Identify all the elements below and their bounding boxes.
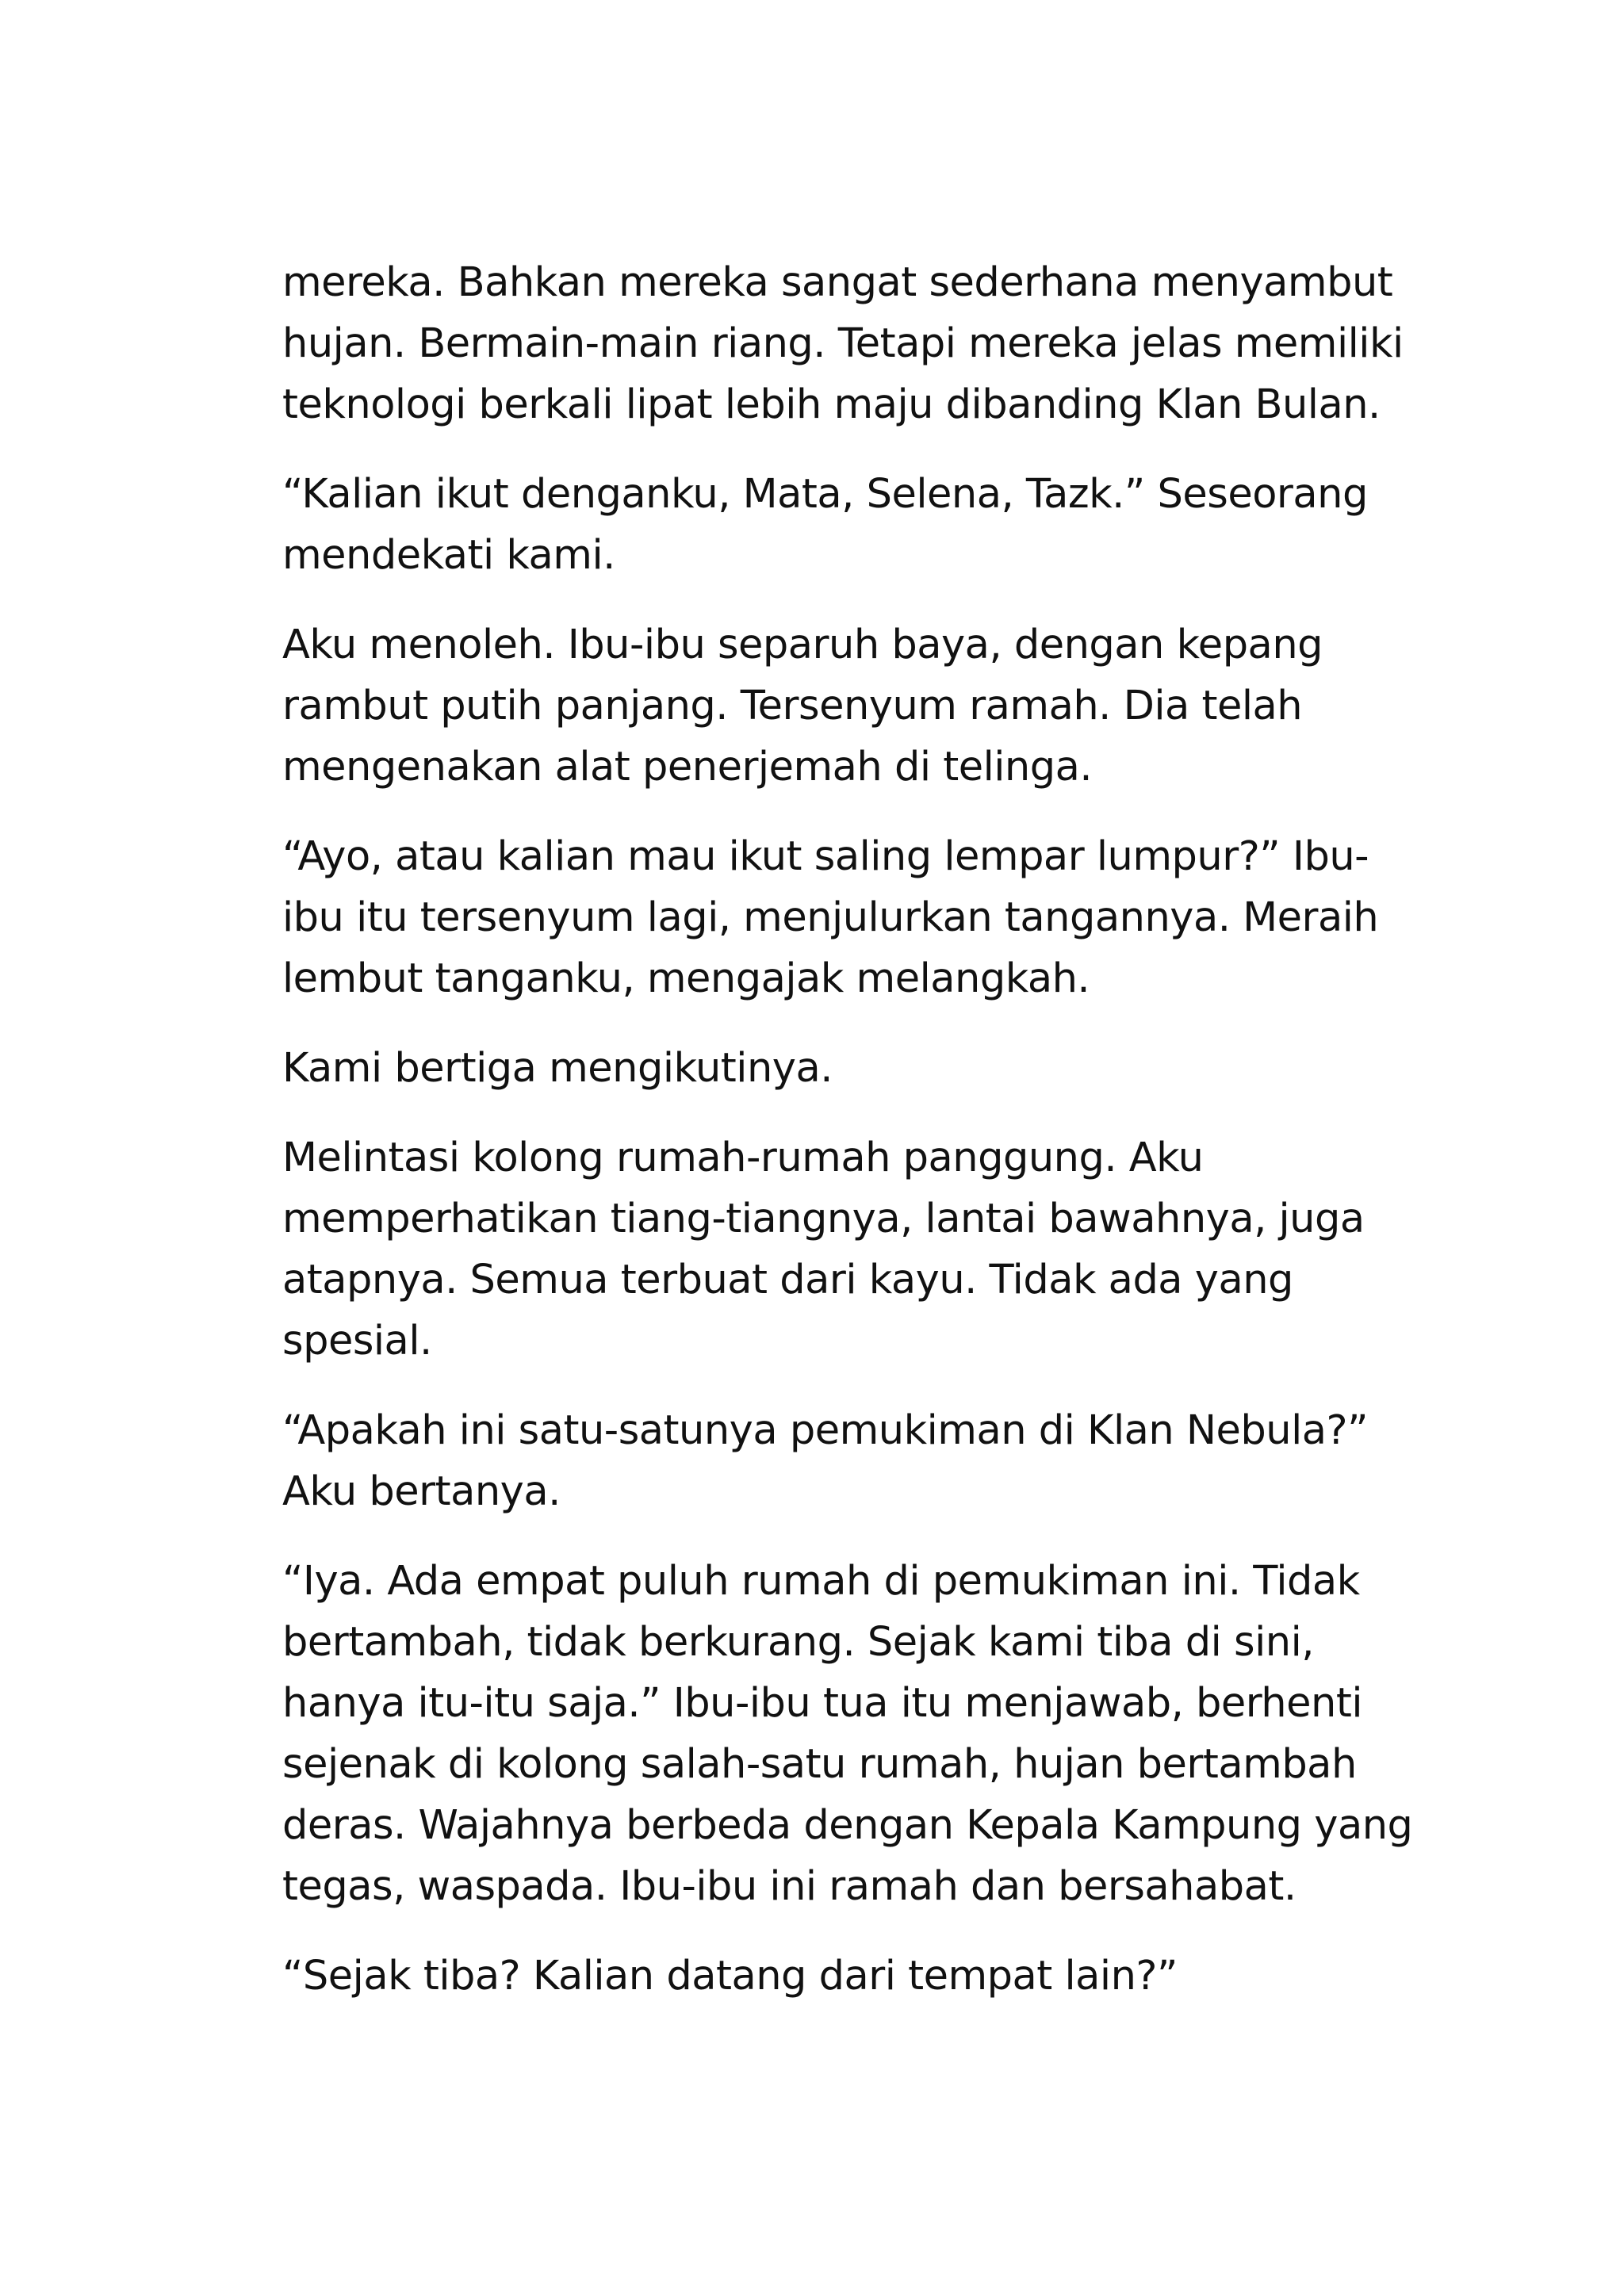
text-line: teknologi berkali lipat lebih maju dibanding Klan Bulan. bbox=[282, 381, 1381, 428]
paragraph-7 bbox=[282, 1400, 1392, 1522]
text-line: Melintasi kolong rumah-rumah panggung. Aku bbox=[282, 1135, 1204, 1181]
text-line: memperhatikan tiang-tiangnya, lantai bawahnya, juga bbox=[282, 1196, 1365, 1242]
text-line: Aku bertanya. bbox=[282, 1468, 561, 1515]
paragraph-3 bbox=[282, 614, 1392, 798]
paragraph-4 bbox=[282, 826, 1392, 1009]
paragraph-1 bbox=[282, 252, 1404, 435]
paragraph-6 bbox=[282, 1127, 1392, 1372]
text-line: deras. Wajahnya berbeda dengan Kepala Kampung yang bbox=[282, 1802, 1413, 1849]
page-text-body bbox=[282, 252, 1413, 2035]
text-line: mereka. Bahkan mereka sangat sederhana menyambut bbox=[282, 259, 1393, 306]
text-line: lembut tanganku, mengajak melangkah. bbox=[282, 955, 1090, 1002]
text-line: hanya itu-itu saja.” Ibu-ibu tua itu menjawab, berhenti bbox=[282, 1680, 1363, 1727]
text-line: mendekati kami. bbox=[282, 532, 615, 579]
text-line: mengenakan alat penerjemah di telinga. bbox=[282, 744, 1093, 790]
paragraph-9 bbox=[282, 1946, 1392, 2007]
text-line: “Iya. Ada empat puluh rumah di pemukiman ini. Tidak bbox=[282, 1558, 1360, 1605]
text-line: Aku menoleh. Ibu-ibu separuh baya, dengan kepang bbox=[282, 622, 1323, 668]
paragraph-2 bbox=[282, 464, 1392, 586]
text-line: “Apakah ini satu-satunya pemukiman di Klan Nebula?” bbox=[282, 1407, 1369, 1454]
text-line: bertambah, tidak berkurang. Sejak kami tiba di sini, bbox=[282, 1619, 1314, 1666]
text-line: “Ayo, atau kalian mau ikut saling lempar lumpur?” Ibu- bbox=[282, 833, 1369, 880]
text-line: Kami bertiga mengikutinya. bbox=[282, 1045, 833, 1092]
text-line: “Sejak tiba? Kalian datang dari tempat lain?” bbox=[282, 1953, 1178, 1999]
text-line: ibu itu tersenyum lagi, menjulurkan tangannya. Meraih bbox=[282, 894, 1379, 941]
text-line: tegas, waspada. Ibu-ibu ini ramah dan bersahabat. bbox=[282, 1863, 1297, 1910]
text-line: hujan. Bermain-main riang. Tetapi mereka jelas memiliki bbox=[282, 320, 1404, 367]
text-line: “Kalian ikut denganku, Mata, Selena, Tazk.” Seseorang bbox=[282, 471, 1368, 518]
text-line: rambut putih panjang. Tersenyum ramah. Dia telah bbox=[282, 683, 1303, 729]
text-line: sejenak di kolong salah-satu rumah, hujan bertambah bbox=[282, 1741, 1357, 1788]
paragraph-5 bbox=[282, 1038, 1392, 1099]
text-line: spesial. bbox=[282, 1318, 432, 1364]
paragraph-8 bbox=[282, 1551, 1413, 1917]
text-line: atapnya. Semua terbuat dari kayu. Tidak ada yang bbox=[282, 1257, 1293, 1303]
